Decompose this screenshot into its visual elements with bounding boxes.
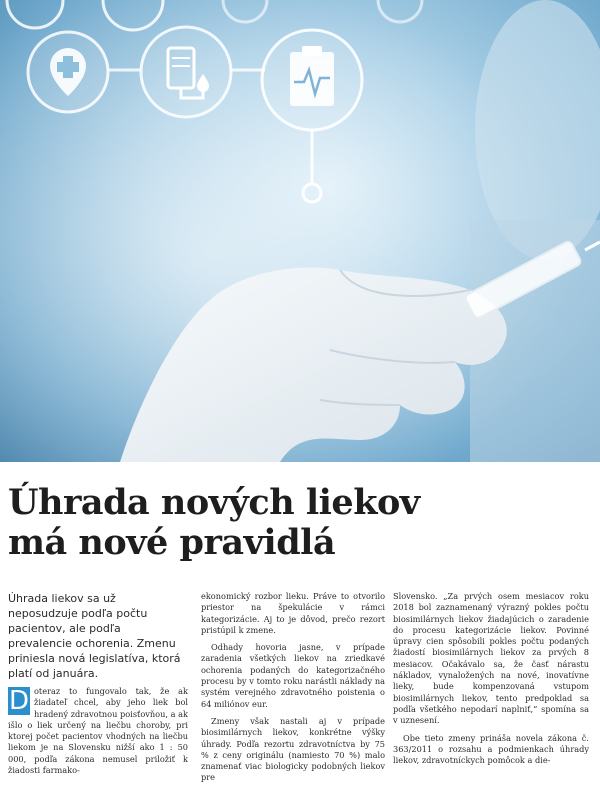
paragraph: Zmeny však nastali aj v prípade biosimilárnych liekov, konkrétne výšky úhrady. Podľa rezortu zdravotníctva by 75 % z ceny originálu (namiesto 70 %) malo znamenať viac biologicky podobných liekov pre xyxy=(201,715,385,783)
paragraph: Obe tieto zmeny prináša novela zákona č. 363/2011 o rozsahu a podmienkach úhrady liekov, zdravotníckych pomôcok a die- xyxy=(393,732,589,766)
article-column-1 xyxy=(8,686,188,782)
headline-line-2: má nové pravidlá xyxy=(8,522,336,563)
paragraph xyxy=(8,686,188,776)
article-headline xyxy=(8,483,588,563)
paragraph: Slovensko. „Za prvých osem mesiacov roku 2018 bol zaznamenaný výrazný pokles počtu biosimilárnych liekov žiadajúcich o zaradenie do procesu kategorizácie liekov. Povinné úpravy cien spôsobili pokles počtu podaných žiadostí biosimilárnych liekov za prvých 8 mesiacov. Očakávalo sa, že časť nárastu nákladov, vynaložených na nové, inovatívne lieky, bude kompenzovaná vstupom biosimilárnych liekov, tento predpoklad sa podľa všetkého nepodarí naplniť,“ spomína sa v uznesení. xyxy=(393,591,589,726)
paragraph-text: oteraz to fungovalo tak, že ak žiadateľ chcel, aby jeho liek bol hradený zdravotnou poisťovňou, a ak išlo o liek určený na liečbu choroby, pri ktorej počet pacientov vhodných na liečbu liekom je na Slovensku nižší ako 1 : 50 000, podľa zákona nemusel priložiť k žiadosti farmako- xyxy=(8,686,188,776)
medical-cross-pin-icon xyxy=(28,32,108,112)
article-lead: Úhrada liekov sa už neposudzuje podľa počtu pacientov, ale podľa prevalencie ochorenia. Zmenu priniesla nová legislatíva, ktorá platí od januára. xyxy=(8,592,181,680)
drop-cap: D xyxy=(8,686,30,716)
iv-drip-icon xyxy=(141,27,231,117)
paragraph: Odhady hovoria jasne, v prípade zaradenia všetkých liekov na zriedkavé ochorenia podaných do kategorizačného procesu by v tomto roku narástli náklady na systém verejného zdravotného poistenia o 64 miliónov eur. xyxy=(201,642,385,709)
article-column-3 xyxy=(393,591,589,772)
headline-line-1: Úhrada nových liekov xyxy=(8,482,420,523)
paragraph: ekonomický rozbor lieku. Práve to otvorilo priestor na špekulácie v rámci kategorizácie. Aj to je dôvod, prečo rezort pristúpil k zmene. xyxy=(201,591,385,635)
article-column-2 xyxy=(201,591,385,790)
